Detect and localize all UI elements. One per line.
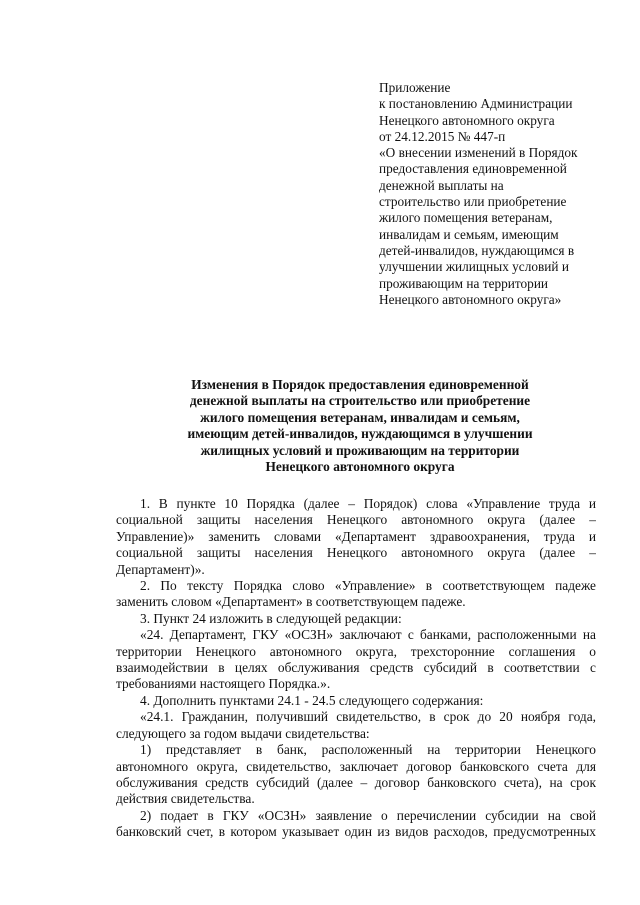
paragraph-line: следующего за годом выдачи свидетельства: — [116, 725, 370, 741]
paragraph-item-1 — [116, 742, 596, 808]
document-title — [100, 377, 620, 475]
paragraph-line: территории Ненецкого автономного округа, трехсторонние соглашения о — [116, 643, 596, 659]
paragraph-line: действия свидетельства. — [116, 791, 255, 807]
paragraph-line: Департамент)». — [116, 561, 205, 577]
title-line: Изменения в Порядок предоставления единовременной — [191, 377, 529, 392]
paragraph-24 — [116, 627, 596, 693]
paragraph-line: социальной защиты населения Ненецкого автономного округа (далее – — [116, 512, 596, 528]
paragraph-2 — [116, 578, 596, 611]
paragraph-item-2 — [116, 808, 596, 841]
paragraph-line: «24.1. Гражданин, получивший свидетельство, в срок до 20 ноября года, — [140, 709, 596, 725]
paragraph-3 — [116, 611, 596, 627]
appendix-line: от 24.12.2015 № 447-п — [379, 128, 506, 144]
title-line: жилого помещения ветеранам, инвалидам и семьям, — [200, 409, 520, 425]
paragraph-line: взаимодействии в целях обслуживания средств субсидий в соответствии с — [116, 660, 596, 676]
appendix-line: к постановлению Администрации — [379, 96, 573, 112]
paragraph-4 — [116, 693, 596, 709]
paragraph-1 — [116, 496, 596, 578]
title-line: жилищных условий и проживающим на территории — [200, 442, 520, 458]
appendix-line: инвалидам и семьям, имеющим — [379, 226, 559, 242]
appendix-line: денежной выплаты на — [379, 177, 504, 193]
appendix-line: строительство или приобретение — [379, 194, 567, 210]
paragraph-line: автономного округа, свидетельство, заключает договор банковского счета для — [116, 758, 596, 774]
appendix-line: Ненецкого автономного округа — [379, 112, 555, 128]
paragraph-24-1 — [116, 709, 596, 742]
appendix-line: детей-инвалидов, нуждающимся в — [379, 242, 575, 258]
appendix-line: «О внесении изменений в Порядок — [379, 145, 578, 161]
appendix-line: улучшении жилищных условий и — [379, 259, 569, 275]
paragraph-line: 2) подает в ГКУ «ОСЗН» заявление о перечислении субсидии на свой — [140, 807, 596, 823]
appendix-line: Ненецкого автономного округа» — [379, 291, 562, 307]
paragraph-line: 4. Дополнить пунктами 24.1 - 24.5 следующего содержания: — [140, 692, 484, 708]
paragraph-line: 1) представляет в банк, расположенный на территории Ненецкого — [140, 742, 596, 758]
title-line: Ненецкого автономного округа — [265, 459, 455, 475]
title-line: имеющим детей-инвалидов, нуждающимся в улучшении — [187, 426, 533, 442]
paragraph-line: банковский счет, в котором указывает один из видов расходов, предусмотренных — [116, 824, 596, 840]
title-line: денежной выплаты на строительство или приобретение — [189, 393, 531, 409]
paragraph-line: заменить словом «Департамент» в соответствующем падеже. — [116, 594, 466, 610]
paragraph-line: 3. Пункт 24 изложить в следующей редакции: — [140, 610, 402, 626]
paragraph-line: социальной защиты населения Ненецкого автономного округа (далее – — [116, 545, 596, 561]
appendix-line: Приложение — [379, 80, 451, 95]
paragraph-line: 1. В пункте 10 Порядка (далее – Порядок) слова «Управление труда и — [140, 496, 596, 511]
paragraph-line: Управление)» заменить словами «Департамент здравоохранения, труда и — [116, 528, 596, 544]
paragraph-line: требованиями настоящего Порядка.». — [116, 676, 331, 692]
appendix-line: проживающим на территории — [379, 275, 549, 291]
document-body — [116, 496, 596, 841]
appendix-header — [379, 80, 629, 308]
appendix-line: жилого помещения ветеранам, — [379, 210, 553, 226]
paragraph-line: 2. По тексту Порядка слово «Управление» в соответствующем падеже — [140, 578, 596, 594]
paragraph-line: «24. Департамент, ГКУ «ОСЗН» заключают с банками, расположенными на — [140, 627, 596, 643]
paragraph-line: обслуживания средств субсидий (далее – договор банковского счета), на срок — [116, 774, 596, 790]
appendix-line: предоставления единовременной — [379, 161, 567, 177]
